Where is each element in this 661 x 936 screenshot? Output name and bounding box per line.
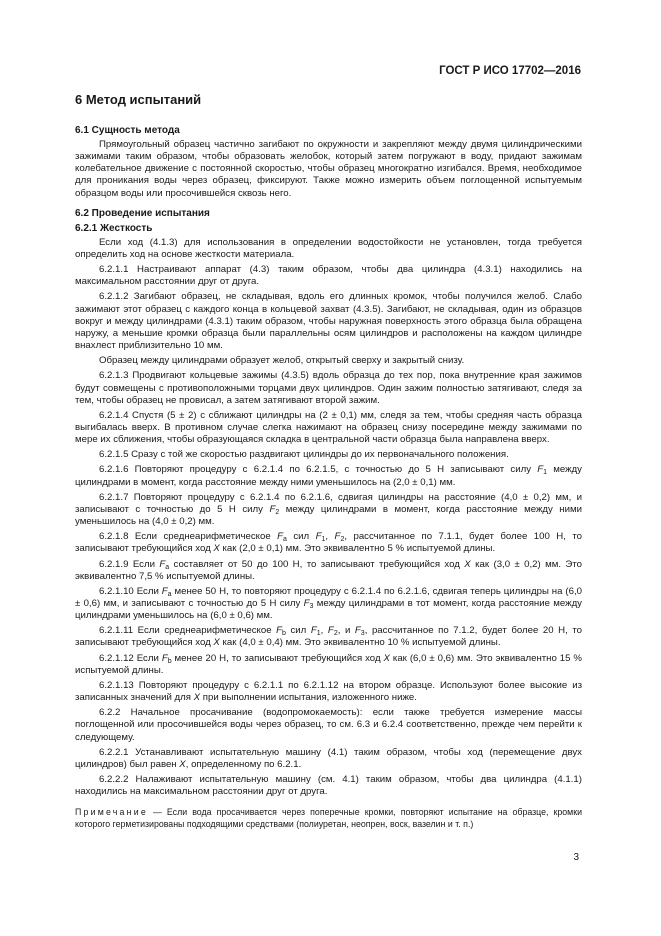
text-run: 6.2.1.6 Повторяют процедуру с 6.2.1.4 по 6.2.1.5, с точностью до 5 Н записывают силу — [99, 464, 538, 476]
text-run: 6.2.2.1 Устанавливают испытательную машину (4.1) таким образом, чтобы ход (перемещение двух цилиндров) был равен — [75, 746, 582, 770]
text-run: при выполнении испытания, изложенного ниже. — [200, 692, 417, 704]
text-run: сил — [285, 625, 311, 637]
paragraph-6-2-1: Если ход (4.1.3) для использования в определении водостойкости не установлен, тогда требуется определить ход на основе жесткости материала. — [75, 236, 582, 260]
paragraph-6-2-1-12 — [75, 653, 582, 677]
text-run: 6.2.1.13 Повторяют процедуру с 6.2.1.1 по 6.2.1.12 на втором образце. Используют более высокие из записанных значений для — [75, 679, 582, 704]
subsection-title-6-2: 6.2 Проведение испытания — [75, 207, 210, 219]
symbol-F: F — [161, 652, 168, 664]
paragraph-6-2-2-2: 6.2.2.2 Налаживают испытательную машину (см. 4.1) таким образом, чтобы два цилиндра (4.1.1) находились на максимальном расстоянии друг от друга. — [75, 774, 582, 798]
paragraph-6-2-2-1 — [75, 747, 582, 771]
paragraph-6-2-1-10 — [75, 586, 582, 622]
paragraph-6-2-1-7 — [75, 492, 582, 528]
subscript: 1 — [543, 469, 548, 477]
symbol-X: X — [213, 543, 220, 555]
subscript: 3 — [309, 603, 314, 610]
symbol-F: F — [303, 598, 310, 609]
section-title: 6 Метод испытаний — [75, 92, 202, 107]
text-run: между цилиндрами в момент, когда расстояние между ними уменьшилось на (4,0 ± 0,2) мм. — [75, 503, 582, 528]
text-run: 6.2.1.8 Если среднеарифметическое — [99, 531, 278, 543]
text-run: между цилиндрами в момент, когда расстояние между ними уменьшилось на (2,0 ± 0,1) мм. — [75, 464, 582, 488]
subscript: 3 — [360, 630, 365, 638]
text-run: менее 50 Н, то повторяют процедуру с 6.2.1.4 по 6.2.1.6, сдвигая теперь цилиндры на (6,0 ± 0,6) мм, и записывают с точностью до 5 Н силу — [75, 585, 582, 609]
symbol-F: F — [334, 531, 341, 543]
paragraph-6-2-1-13 — [75, 680, 582, 704]
text-run: , — [325, 531, 335, 543]
note — [75, 807, 582, 830]
text-run: как (3,0 ± 0,2) мм. Это эквивалентно 7,5 % испытуемой длины. — [75, 558, 583, 582]
paragraph-6-2-1-9 — [75, 559, 582, 583]
note-label: Примечание — [75, 807, 148, 818]
text-run: менее 20 Н, то записывают требующийся ход — [171, 652, 384, 664]
text-run: между цилиндрами в тот момент, когда расстояние между цилиндрами уменьшилось на (6,0 ± 0,6) мм. — [75, 598, 582, 622]
paragraph-6-2-1-4: 6.2.1.4 Спустя (5 ± 2) с сближают цилиндры на (2 ± 0,1) мм, следя за тем, чтобы средняя часть образца выгибалась вверх. В противном случае слегка нажимают на образец снизу посередине между зажимами по мере их сближения, чтобы образующаяся складка в центральной части образца была направлена вверх. — [75, 409, 582, 446]
paragraph-6-2-1-8 — [75, 531, 582, 555]
symbol-X: X — [464, 558, 471, 570]
symbol-X: X — [179, 758, 186, 770]
symbol-F: F — [277, 531, 284, 543]
text-run: как (4,0 ± 0,4) мм. Это эквивалентно 10 % испытуемой длины. — [219, 637, 501, 649]
symbol-F: F — [310, 625, 317, 637]
symbol-X: X — [193, 692, 201, 704]
text-run: , рассчитанное по 7.1.2, будет более 20 Н, то записывают требующийся ход — [75, 625, 582, 649]
note-text: — Если вода просачивается через поперечные кромки, повторяют испытание на образце, кромки которого герметизированы подходящими средствами (полиуретан, неопрен, воск, вазелин и т. п.) — [75, 807, 582, 829]
text-run: 6.2.1.9 Если — [99, 558, 160, 570]
text-run: как (6,0 ± 0,6) мм. Это эквивалентно 15 % испытуемой длины. — [75, 652, 582, 676]
subscript: a — [167, 590, 172, 598]
document-header: ГОСТ Р ИСО 17702—2016 — [439, 65, 581, 77]
paragraph-6-2-1-1: 6.2.1.1 Настраивают аппарат (4.3) таким образом, чтобы два цилиндра (4.3.1) находились на максимальном расстоянии друг от друга. — [75, 264, 582, 288]
page-content — [75, 92, 582, 830]
subscript: a — [283, 536, 287, 544]
paragraph-6-2-1-11 — [75, 625, 582, 649]
symbol-F: F — [269, 503, 276, 515]
subscript: b — [167, 657, 172, 665]
paragraph-6-2-1-5: 6.2.1.5 Сразу с той же скоростью раздвигают цилиндры до их первоначального положения. — [99, 449, 509, 461]
text-run: 6.2.1.10 Если — [99, 585, 162, 597]
text-run: , и — [337, 625, 355, 637]
symbol-F: F — [354, 625, 361, 637]
text-run: , — [320, 625, 328, 637]
subscript: 1 — [321, 536, 326, 544]
subscript: 2 — [275, 508, 280, 516]
text-run: 6.2.1.11 Если среднеарифметическое — [99, 625, 277, 637]
subscript: 1 — [316, 630, 321, 638]
paragraph-6-1: Прямоугольный образец частично загибают по окружности и закрепляют между двумя цилиндрическими зажимами таким образом, чтобы образовать желобок, который затем погружают в воду, придают зажимам колебательное движение с постоянной скоростью, чтобы образец многократно изгибался. Время, необходимое для проникания воды через образец, фиксируют. Также можно измерить объем поглощенной испытуемым образцом воды или просочившейся сквозь него. — [75, 139, 582, 199]
symbol-X: X — [383, 652, 390, 664]
paragraph-6-2-1-6 — [75, 464, 582, 488]
symbol-F: F — [161, 585, 168, 597]
text-run: составляет от 50 до 100 Н, то записывают требующийся ход — [169, 558, 465, 570]
subscript: 2 — [333, 630, 338, 638]
subscript: b — [282, 630, 286, 638]
symbol-F: F — [276, 625, 283, 637]
text-run: , рассчитанное по 7.1.1, будет более 100 Н, то записывают требующийся ход — [75, 531, 582, 555]
symbol-F: F — [159, 558, 166, 570]
subsection-title-6-2-1: 6.2.1 Жесткость — [75, 222, 153, 234]
symbol-F: F — [315, 531, 322, 543]
symbol-F: F — [327, 625, 334, 637]
text-run: 6.2.1.7 Повторяют процедуру с 6.2.1.4 по 6.2.1.6, сдвигая цилиндры на расстояние (4,0 ± 0,2) мм, и записывают с точностью до 5 Н силу — [75, 491, 582, 515]
paragraph-6-2-1-2-b: Образец между цилиндрами образует желоб, открытый сверху и закрытый снизу. — [99, 355, 465, 367]
paragraph-6-2-1-2: 6.2.1.2 Загибают образец, не складывая, вдоль его длинных кромок, чтобы получился желоб. Слабо зажимают этот образец с каждого конца в кольцевой захват (4.3.5). Загибают, не складывая, один из образцов вокруг и между цилиндрами (4.3.1) таким образом, чтобы наружная поверхность этого образца была обращена наружу, а меньшие кромки образца были параллельны осям цилиндров и расположены на каждом цилиндре внахлест приблизительно 10 мм. — [75, 291, 582, 352]
subscript: a — [165, 563, 170, 571]
paragraph-6-2-1-3: 6.2.1.3 Продвигают кольцевые зажимы (4.3.5) вдоль образца до тех пор, пока внутренние края зажимов будут совмещены с противоположными торцами двух цилиндров. Один зажим полностью затягивают, следя за тем, чтобы образец не провисал, а затем затягивают второй зажим. — [75, 370, 582, 406]
text-run: сил — [286, 531, 316, 543]
symbol-X: X — [213, 637, 220, 649]
text-run: как (2,0 ± 0,1) мм. Это эквивалентно 5 % испытуемой длины. — [219, 543, 496, 555]
text-run: 6.2.1.12 Если — [99, 652, 162, 664]
subscript: 2 — [340, 536, 345, 544]
symbol-F: F — [537, 464, 544, 476]
paragraph-6-2-2: 6.2.2 Начальное просачивание (водопромокаемость): если также требуется измерение массы поглощенной или просочившейся воды через образец, то см. 6.3 и 6.2.4 соответственно, прежде чем перейти к следующему. — [75, 707, 582, 743]
page-number: 3 — [573, 852, 579, 863]
text-run: , определенному по 6.2.1. — [185, 758, 302, 770]
subsection-title-6-1: 6.1 Сущность метода — [75, 125, 180, 136]
